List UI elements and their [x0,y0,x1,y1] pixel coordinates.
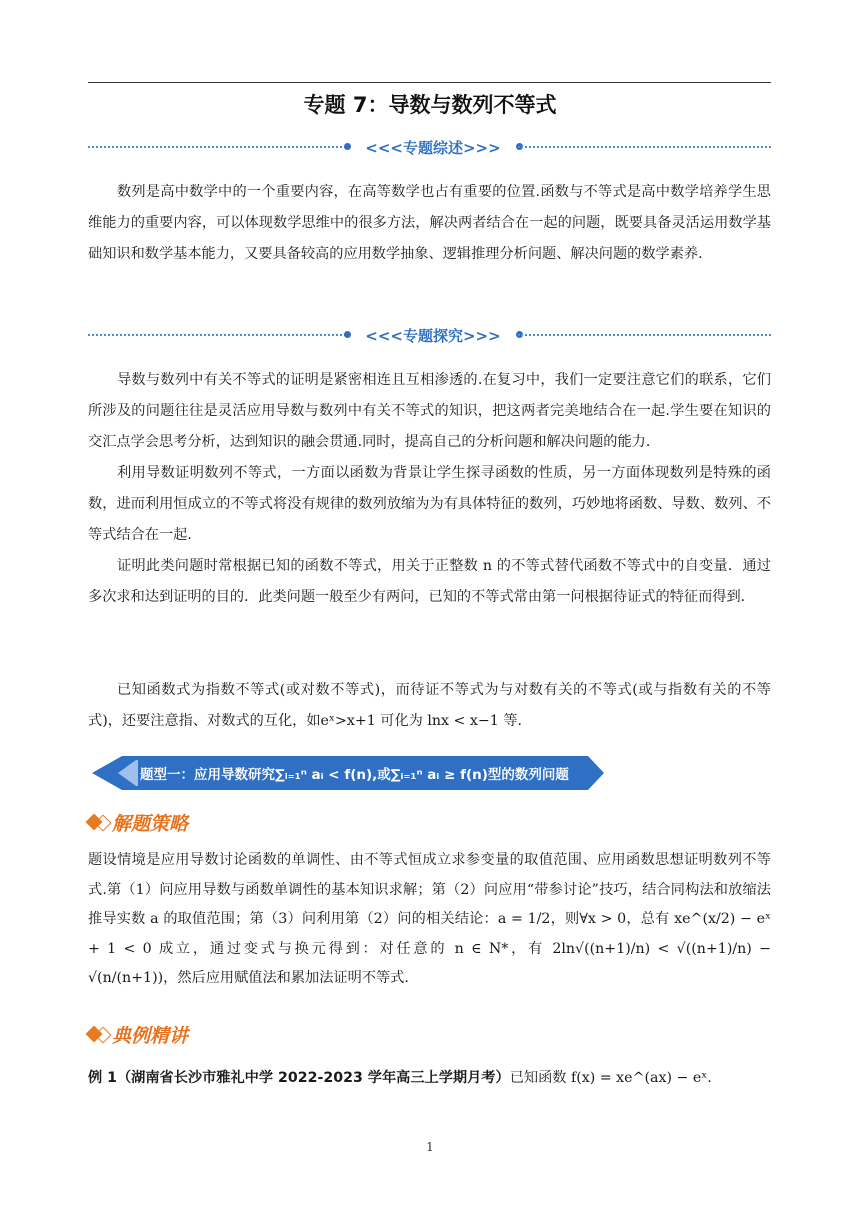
dotted-line-right [518,334,771,336]
strategy-heading-text: 解题策略 [112,813,189,835]
explore-paragraph-4: 已知函数式为指数不等式(或对数不等式)，而待证不等式为与对数有关的不等式(或与指数有关的不等式)，还要注意指、对数式的互化，如eˣ>x+1 可化为 lnx < x−1 等． [88,682,771,729]
section-header-explore [88,325,771,345]
example-1 [88,1067,771,1087]
example-heading-text: 典例精讲 [112,1025,189,1047]
question-type-banner [92,756,604,790]
explore-paragraph-1: 导数与数列中有关不等式的证明是紧密相连且互相渗透的.在复习中，我们一定要注意它们的联系，它们所涉及的问题往往是灵活应用导数与数列中有关不等式的知识，把这两者完美地结合在一起.学生要在知识的交汇点学会思考分析，达到知识的融会贯通.同时，提高自己的分析问题和解决问题的能力. [88,372,771,450]
example-text: 已知函数 f(x) = xe^(ax) − eˣ. [509,1070,712,1086]
section-header-overview [88,137,771,157]
overview-paragraph: 数列是高中数学中的一个重要内容，在高等数学也占有重要的位置.函数与不等式是高中数学培养学生思维能力的重要内容，可以体现数学思维中的很多方法，解决两者结合在一起的问题，既要具备灵活运用数学基础知识和数学基本能力，又要具备较高的应用数学抽象、逻辑推理分析问题、解决问题的数学素养. [88,184,771,262]
explore-paragraph-2: 利用导数证明数列不等式，一方面以函数为背景让学生探寻函数的性质，另一方面体现数列是特殊的函数，进而利用恒成立的不等式将没有规律的数列放缩为为有具体特征的数列，巧妙地将函数、导数、数列、不等式结合在一起． [88,465,771,543]
bullet-dot-left [344,143,351,150]
dotted-line-left [88,334,346,336]
dotted-line-right [518,146,771,148]
section-label-overview: <<<专题综述>>> [365,139,501,157]
dotted-line-left [88,146,346,148]
page-title: 专题 7：导数与数列不等式 [303,93,557,117]
top-rule [88,82,771,83]
explore-paragraph-3: 证明此类问题时常根据已知的函数不等式，用关于正整数 n 的不等式替代函数不等式中的自变量．通过多次求和达到证明的目的．此类问题一般至少有两问，已知的不等式常由第一问根据待证式的特征而得到． [88,558,771,605]
strategy-paragraph: 题设情境是应用导数讨论函数的单调性、由不等式恒成立求参变量的取值范围、应用函数思想证明数列不等式.第（1）问应用导数与函数单调性的基本知识求解；第（2）问应用“带参讨论”技巧，结合同构法和放缩法推导实数 a 的取值范围；第（3）问利用第（2）问的相关结论：a = 1/2，则∀x > 0，总有 xe^(x/2) − eˣ + 1 < 0 成立，通过变式与换元得到：对任意的 n ∈ N*，有 2ln√((n+1)/n) < √((n+1)/n) − √(n/(n+1))，然后应用赋值法和累加法证明不等式. [88,852,771,986]
bullet-dot-left [344,331,351,338]
example-label: 例 1（湖南省长沙市雅礼中学 2022-2023 学年高三上学期月考） [88,1070,510,1086]
section-label-explore: <<<专题探究>>> [365,327,501,345]
banner-text: 题型一：应用导数研究∑ᵢ₌₁ⁿ aᵢ < f(n),或∑ᵢ₌₁ⁿ aᵢ ≥ f(n)型的数列问题 [140,767,569,783]
page-number: 1 [426,1140,434,1154]
